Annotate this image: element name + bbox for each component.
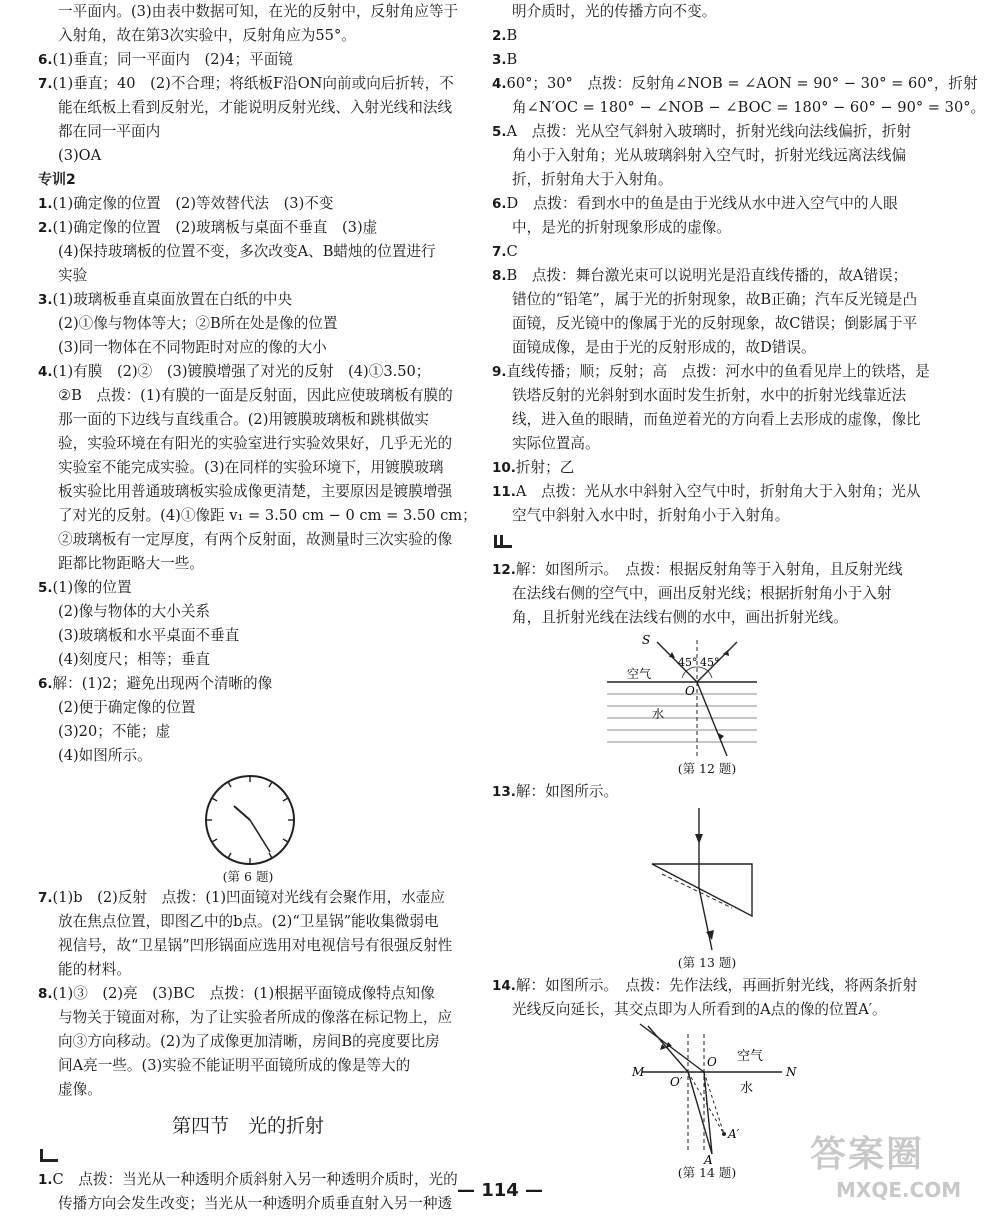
line-text: (2)①像与物体等大；②B所在处是像的位置 [58, 315, 338, 332]
right-block-4 [492, 974, 922, 1022]
point-a-prime-label: A′ [728, 1127, 740, 1141]
answer-line [492, 168, 922, 192]
watermark-logo [780, 1120, 980, 1215]
answer-line [38, 408, 458, 432]
answer-item [492, 456, 922, 480]
line-text: B [506, 51, 518, 68]
line-text: ②玻璃板有一定厚度，有两个反射面，故测量时三次实验的像 [58, 531, 453, 548]
figure-12-caption: (第 12 题) [677, 761, 737, 776]
item-number: 7. [492, 244, 507, 260]
figure-12 [492, 630, 922, 780]
line-text: 明介质时，光的传播方向不变。 [512, 3, 717, 20]
line-text: C 点拨：当光从一种透明介质斜射入另一种透明介质时，光的 [52, 1171, 458, 1188]
line-text: 角小于入射角；光从玻璃斜射入空气时，折射光线远离法线偏 [512, 147, 907, 164]
item-number: 2. [492, 28, 507, 44]
answer-line [38, 480, 458, 504]
left-block-2 [38, 886, 458, 1102]
left-column [38, 0, 477, 1216]
line-text: (4)如图所示。 [58, 747, 152, 764]
answer-line [38, 144, 458, 168]
section-mark-icon [38, 1148, 60, 1164]
prism-diagram [492, 804, 922, 954]
line-text: 实际位置高。 [512, 435, 600, 452]
line-text: C [506, 243, 518, 260]
item-number: 10. [492, 460, 516, 476]
line-text: 了对光的反射。(4)①像距 v₁ = 3.50 cm − 0 cm = 3.50 cm； [58, 507, 477, 524]
item-number: 1. [38, 1172, 53, 1188]
item-number: 2. [38, 220, 53, 236]
answer-item [492, 48, 922, 72]
hour-hand [234, 806, 250, 820]
answer-line [38, 696, 458, 720]
item-number: 4. [492, 76, 507, 92]
line-text: (4)刻度尺；相等；垂直 [58, 651, 211, 668]
item-number: 6. [492, 196, 507, 212]
line-text: (3)同一物体在不同物距时对应的像的大小 [58, 339, 327, 356]
answer-line [38, 24, 458, 48]
line-text: 面镜成像，是由于光的反射形成的，故D错误。 [512, 339, 816, 356]
answer-line [492, 0, 922, 24]
answer-item [38, 360, 458, 384]
exercise-mark-1 [38, 1146, 458, 1168]
line-text: (1)确定像的位置 (2)等效替代法 (3)不变 [52, 195, 334, 212]
answer-line [38, 96, 458, 120]
line-text: 中，是光的折射现象形成的虚像。 [512, 219, 731, 236]
clock-tick [212, 798, 217, 801]
answer-item [38, 72, 458, 96]
section-mark-2-icon [492, 534, 514, 550]
answer-line [38, 1054, 458, 1078]
watermark-text-cn: 答案圈 [810, 1134, 925, 1175]
clock-tick [228, 782, 231, 787]
point-a-label: A [704, 1153, 713, 1167]
line-text: (3)玻璃板和水平桌面不垂直 [58, 627, 240, 644]
item-number: 12. [492, 562, 516, 578]
line-text: 在法线右侧的空气中，画出反射光线；根据折射角小于入射 [512, 585, 892, 602]
answer-line [38, 1078, 458, 1102]
item-number: 7. [38, 76, 53, 92]
item-number: 11. [492, 484, 516, 500]
item-number: 4. [38, 364, 53, 380]
line-text: 能在纸板上看到反射光，才能说明反射光线、入射光线和法线 [58, 99, 453, 116]
answer-line [38, 910, 458, 934]
line-text: 光线反向延长，其交点即为人所看到的A点的像的位置A′。 [512, 1001, 887, 1018]
item-number: 14. [492, 978, 516, 994]
line-text: (1)像的位置 [52, 579, 132, 596]
line-text: A 点拨：光从空气斜射入玻璃时，折射光线向法线偏折，折射 [506, 123, 912, 140]
item-number: 3. [38, 292, 53, 308]
answer-item [492, 120, 922, 144]
line-text: 实验 [58, 267, 88, 284]
line-text: 解：如图所示。 点拨：根据反射角等于入射角，且反射光线 [515, 561, 903, 578]
item-number: 6. [38, 676, 53, 692]
answer-line [38, 648, 458, 672]
item-number: 5. [492, 124, 507, 140]
point-s-label: S [642, 633, 651, 647]
air-label-14: 空气 [737, 1049, 764, 1064]
left-block-1 [38, 0, 477, 768]
answer-line [38, 552, 458, 576]
line-text: 实验室不能完成实验。(3)在同样的实验环境下，用镀膜玻璃 [58, 459, 444, 476]
line-text: 解：(1)2；避免出现两个清晰的像 [52, 675, 273, 692]
answer-item [38, 48, 458, 72]
line-text: 线，进入鱼的眼睛，而鱼逆着光的方向看上去形成的虚像，像比 [512, 411, 921, 428]
answer-item [492, 192, 922, 216]
answer-line [38, 958, 458, 982]
line-text: 面镜，反光镜中的像属于光的反射现象，故C错误；倒影属于平 [512, 315, 918, 332]
answer-item [492, 72, 978, 96]
point-n-label: N [786, 1065, 797, 1079]
line-text: (1)有膜 (2)② (3)镀膜增强了对光的反射 (4)①3.50； [52, 363, 431, 380]
item-number: 1. [38, 196, 53, 212]
answer-line [492, 144, 922, 168]
answer-line [492, 384, 922, 408]
line-text: 能的材料。 [58, 961, 131, 978]
point-m-label: M [632, 1065, 645, 1079]
clock-tick [228, 853, 231, 858]
figure-6-caption: (第 6 题) [222, 869, 274, 884]
answer-item [38, 192, 458, 216]
clock-tick [212, 839, 217, 842]
answer-line [492, 216, 922, 240]
answer-line [38, 0, 458, 24]
answer-line [38, 528, 458, 552]
line-text: 一平面内。(3)由表中数据可知，在光的反射中，反射角应等于 [58, 3, 459, 20]
point-o-label: O [685, 684, 695, 698]
right-block-1 [492, 0, 986, 528]
line-text: (1)b (2)反射 点拨：(1)凹面镜对光线有会聚作用，水壶应 [52, 889, 445, 906]
right-column [492, 0, 986, 1182]
answer-line [492, 408, 922, 432]
answer-item [492, 240, 922, 264]
line-text: 与物关于镜面对称，为了让实验者所成的像落在标记物上，应 [58, 1009, 453, 1026]
answer-line [492, 432, 922, 456]
minute-hand [250, 820, 270, 852]
line-text: (4)保持玻璃板的位置不变，多次改变A、B蜡烛的位置进行 [58, 243, 436, 260]
exercise-mark-2 [492, 528, 922, 558]
line-text: 距都比物距略大一些。 [58, 555, 204, 572]
page-number: — 114 — [456, 1180, 544, 1201]
figure-14-caption: (第 14 题) [677, 1165, 737, 1180]
right-block-2 [492, 558, 922, 630]
answer-line [38, 624, 458, 648]
line-text: (1)③ (2)亮 (3)BC 点拨：(1)根据平面镜成像特点知像 [52, 985, 435, 1002]
answer-line [38, 384, 458, 408]
line-text: 间A亮一些。(3)实验不能证明平面镜所成的像是等大的 [58, 1057, 411, 1074]
line-text: (3)OA [58, 147, 102, 164]
answer-line [492, 336, 922, 360]
answer-line [38, 1030, 458, 1054]
answer-line [492, 312, 922, 336]
line-text: (1)玻璃板垂直桌面放置在白纸的中央 [52, 291, 293, 308]
answer-item [38, 216, 458, 240]
item-number: 9. [492, 364, 507, 380]
line-text: 空气中斜射入水中时，折射角小于入射角。 [512, 507, 790, 524]
item-number: 13. [492, 784, 516, 800]
line-text: 传播方向会发生改变；当光从一种透明介质垂直射入另一种透 [58, 1195, 453, 1212]
answer-item [492, 780, 922, 804]
line-text: 60°；30° 点拨：反射角∠NOB = ∠AON = 90° − 30° = 60°，折射 [506, 75, 978, 92]
point-o-prime-label: O′ [670, 1075, 683, 1089]
answer-item [38, 886, 458, 910]
line-text: 板实验比用普通玻璃板实验成像更清楚，主要原因是镀膜增强 [58, 483, 453, 500]
item-number: 6. [38, 52, 53, 68]
answer-item [38, 672, 458, 696]
figure-13-caption: (第 13 题) [677, 955, 737, 970]
answer-line [38, 432, 458, 456]
section-heading [38, 168, 458, 192]
line-text: (1)垂直；40 (2)不合理；将纸板F沿ON向前或向后折转，不 [52, 75, 454, 92]
line-text: 直线传播；顺；反射；高 点拨：河水中的鱼看见岸上的铁塔，是 [506, 363, 930, 380]
line-text: (1)垂直；同一平面内 (2)4；平面镜 [52, 51, 293, 68]
clock-tick [283, 839, 288, 842]
answer-line [492, 582, 922, 606]
line-text: A 点拨：光从水中斜射入空气中时，折射角大于入射角；光从 [515, 483, 921, 500]
clock-tick [269, 782, 272, 787]
answer-line [492, 96, 986, 120]
item-number: 7. [38, 890, 53, 906]
answer-line [38, 504, 477, 528]
answer-line [38, 456, 458, 480]
watermark-text-url: MXQE.COM [836, 1178, 962, 1202]
answer-line [38, 264, 458, 288]
answer-line [492, 606, 922, 630]
line-text: (3)20；不能；虚 [58, 723, 171, 740]
line-text: D 点拨：看到水中的鱼是由于光线从水中进入空气中的人眼 [506, 195, 898, 212]
item-number: 3. [492, 52, 507, 68]
answer-item [38, 982, 458, 1006]
line-text: B [506, 27, 518, 44]
clock-tick [283, 798, 288, 801]
angle-label-1: 45° [678, 656, 698, 669]
item-number: 8. [492, 268, 507, 284]
line-text: 放在焦点位置，即图乙中的b点。(2)“卫星锅”能收集微弱电 [58, 913, 439, 930]
line-text: 角，且折射光线在法线右侧的水中，画出折射光线。 [512, 609, 848, 626]
answer-line [38, 120, 458, 144]
angle-label-2: 45° [700, 656, 720, 669]
answer-item [492, 480, 922, 504]
answer-line [38, 240, 458, 264]
point-o-label-14: O [707, 1055, 717, 1069]
line-text: 验，实验环境在有阳光的实验室进行实验效果好，几乎无光的 [58, 435, 453, 452]
line-text: 解：如图所示。 [515, 783, 619, 800]
answer-line [38, 312, 458, 336]
line-text: 都在同一平面内 [58, 123, 161, 140]
air-label: 空气 [627, 667, 652, 681]
figure-13 [492, 804, 922, 974]
line-text: 解：如图所示。 点拨：先作法线，再画折射光线，将两条折射 [515, 977, 918, 994]
answer-item [492, 264, 922, 288]
line-text: 那一面的下边线与直线重合。(2)用镀膜玻璃板和跳棋做实 [58, 411, 429, 428]
answer-item [492, 974, 922, 998]
answer-item [38, 288, 458, 312]
right-block-3 [492, 780, 922, 804]
line-text: ②B 点拨：(1)有膜的一面是反射面，因此应使玻璃板有膜的 [58, 387, 453, 404]
answer-line [492, 288, 922, 312]
answer-line [38, 720, 458, 744]
line-text: 折，折射角大于入射角。 [512, 171, 673, 188]
line-text: 角∠N′OC = 180° − ∠NOB − ∠BOC = 180° − 60° − 90° = 30°。 [512, 99, 986, 116]
answer-item [38, 576, 458, 600]
item-number: 5. [38, 580, 53, 596]
line-text: 入射角，故在第3次实验中，反射角应为55°。 [58, 27, 356, 44]
water-label-14: 水 [740, 1081, 754, 1096]
answer-line [492, 998, 922, 1022]
answer-line [38, 744, 458, 768]
section-title: 第四节 光的折射 [171, 1115, 324, 1137]
line-text: (2)便于确定像的位置 [58, 699, 196, 716]
answer-line [38, 934, 458, 958]
answer-line [38, 600, 458, 624]
clock-tick [269, 853, 272, 858]
item-number: 8. [38, 986, 53, 1002]
line-text: (2)像与物体的大小关系 [58, 603, 211, 620]
answer-item [492, 360, 930, 384]
line-text: 错位的“铅笔”，属于光的折射现象，故B正确；汽车反光镜是凸 [512, 291, 918, 308]
water-label: 水 [652, 707, 665, 721]
answer-line [38, 1006, 458, 1030]
answer-item [492, 24, 922, 48]
answer-line [38, 336, 458, 360]
line-text: 折射；乙 [515, 459, 575, 476]
answer-line [492, 504, 922, 528]
line-text: 虚像。 [58, 1081, 102, 1098]
section-heading-text: 专训2 [38, 172, 76, 188]
line-text: 铁塔反射的光斜射到水面时发生折射，水中的折射光线靠近法 [512, 387, 907, 404]
reflection-refraction-diagram [492, 630, 922, 780]
line-text: 向③方向移动。(2)为了成像更加清晰，房间B的亮度要比房 [58, 1033, 440, 1050]
line-text: 视信号，故“卫星锅”凹形锅面应选用对电视信号有很强反射性 [58, 937, 453, 954]
line-text: (1)确定像的位置 (2)玻璃板与桌面不垂直 (3)虚 [52, 219, 378, 236]
figure-6 [38, 768, 458, 886]
answer-item [492, 558, 922, 582]
line-text: B 点拨：舞台激光束可以说明光是沿直线传播的，故A错误； [506, 267, 908, 284]
